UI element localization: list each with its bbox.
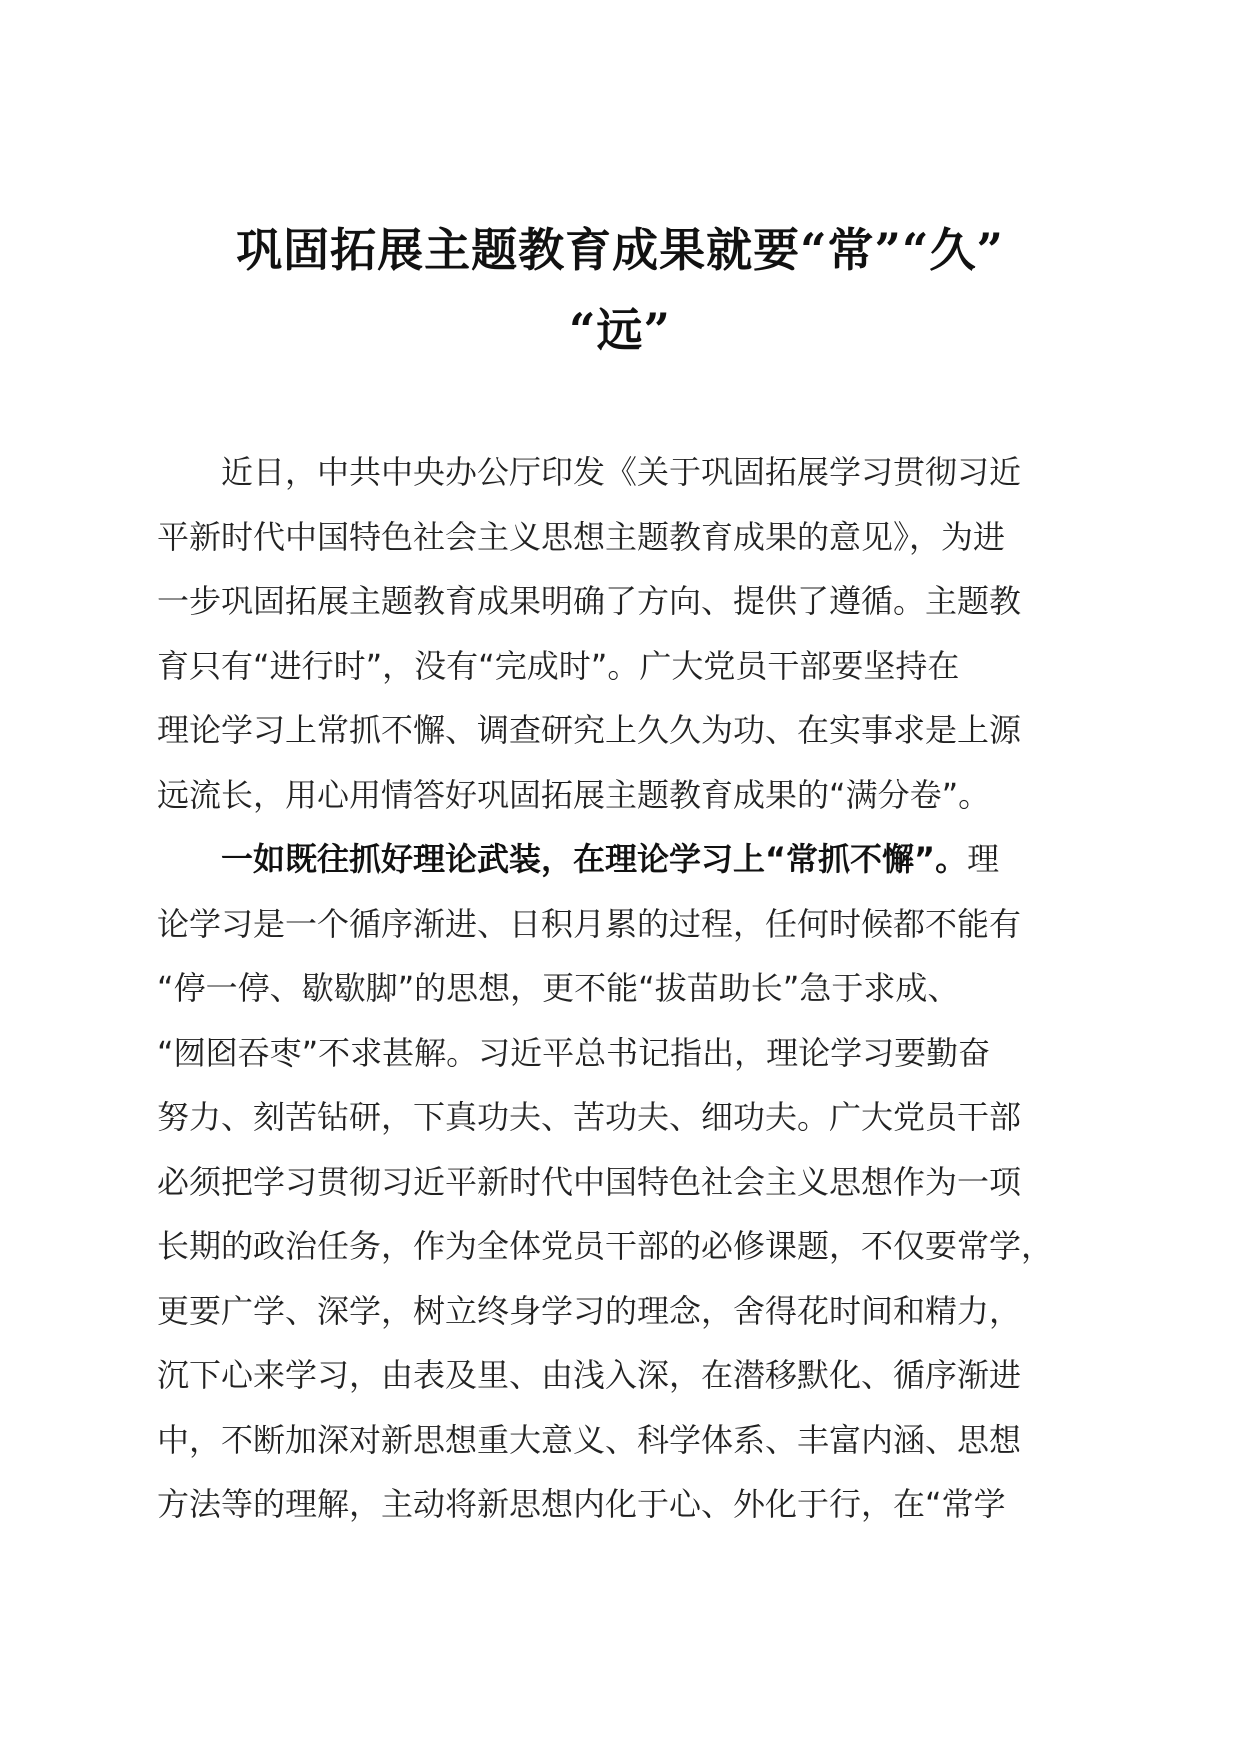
paragraph-2-line: 努力、刻苦钻研，下真功夫、苦功夫、细功夫。广大党员干部	[157, 1098, 1022, 1136]
paragraph-2-line: 沉下心来学习，由表及里、由浅入深，在潜移默化、循序渐进	[157, 1356, 1022, 1394]
paragraph-1-line: 近日，中共中央办公厅印发《关于巩固拓展学习贯彻习近	[221, 453, 1022, 491]
paragraph-1-line: 育只有“进行时”，没有“完成时”。广大党员干部要坚持在	[157, 646, 960, 685]
paragraph-2-first-line	[157, 827, 1097, 892]
document-body	[157, 440, 1097, 1537]
title-line-1: 巩固拓展主题教育成果就要“常”“久”	[236, 223, 1004, 277]
paragraph-2-line: 更要广学、深学，树立终身学习的理念，舍得花时间和精力，	[157, 1291, 1022, 1330]
paragraph-2-line: 方法等的理解，主动将新思想内化于心、外化于行，在“常学	[157, 1485, 1006, 1523]
paragraph-2-line: 论学习是一个循序渐进、日积月累的过程，任何时候都不能有	[157, 904, 1022, 943]
title-line-2: “远”	[569, 303, 671, 357]
paragraph-2	[157, 827, 1097, 1537]
document-title	[160, 210, 1080, 370]
paragraph-1	[157, 440, 1097, 827]
paragraph-1-line: 远流长，用心用情答好巩固拓展主题教育成果的“满分卷”。	[157, 775, 991, 814]
paragraph-2-line: “停一停、歇歇脚”的思想，更不能“拔苗助长”急于求成、	[157, 969, 960, 1007]
paragraph-2-line: 必须把学习贯彻习近平新时代中国特色社会主义思想作为一项	[157, 1162, 1022, 1201]
paragraph-2-first-line-rest: 理	[967, 840, 1000, 878]
paragraph-2-line: 中，不断加深对新思想重大意义、科学体系、丰富内涵、思想	[157, 1420, 1022, 1459]
paragraph-1-line: 理论学习上常抓不懈、调查研究上久久为功、在实事求是上源	[157, 711, 1022, 749]
paragraph-2-heading: 一如既往抓好理论武装，在理论学习上“常抓不懈”。	[221, 840, 968, 878]
paragraph-1-line: 一步巩固拓展主题教育成果明确了方向、提供了遵循。主题教	[157, 582, 1022, 620]
paragraph-2-line: 长期的政治任务，作为全体党员干部的必修课题，不仅要常学，	[157, 1227, 1054, 1265]
paragraph-1-line: 平新时代中国特色社会主义思想主题教育成果的意见》，为进	[157, 517, 1006, 556]
paragraph-2-line: “囫囵吞枣”不求甚解。习近平总书记指出，理论学习要勤奋	[157, 1033, 991, 1072]
